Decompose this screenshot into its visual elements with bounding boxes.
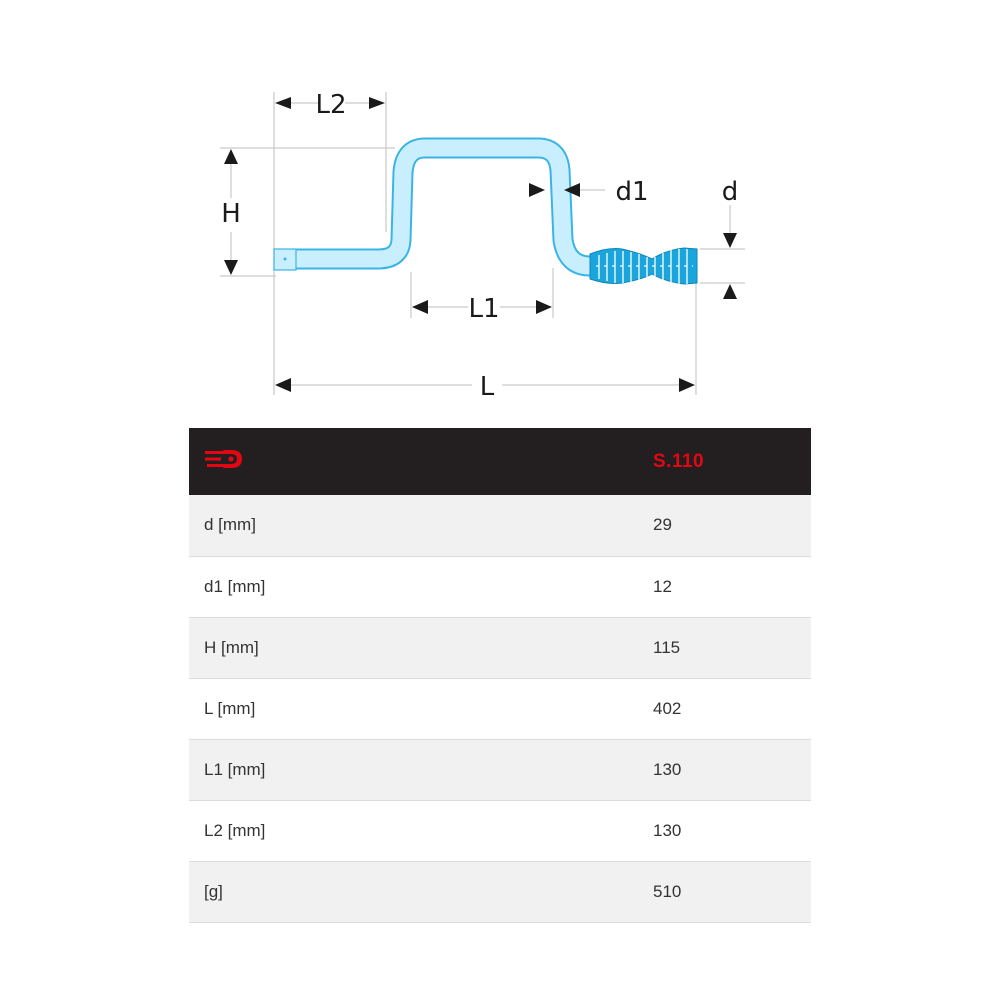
dim-label-d1: d1 <box>615 177 649 207</box>
table-row <box>189 678 811 739</box>
dim-label-l1: L1 <box>468 294 500 324</box>
brand-logo-cell <box>189 428 653 495</box>
table-row <box>189 739 811 800</box>
model-number: S.110 <box>653 450 705 472</box>
extension-lines <box>220 92 745 395</box>
table-header <box>189 428 811 495</box>
drive-dot <box>284 258 287 261</box>
row-value: 29 <box>653 515 672 535</box>
row-label: L [mm] <box>204 698 256 718</box>
cranked-shaft <box>275 148 590 266</box>
row-value: 12 <box>653 576 672 596</box>
specification-table <box>189 428 811 923</box>
tool-dimension-diagram <box>0 0 1000 430</box>
row-label: d1 [mm] <box>204 576 266 596</box>
row-value: 402 <box>653 698 682 718</box>
table-row <box>189 800 811 861</box>
row-label: L2 [mm] <box>204 820 266 840</box>
cranked-shaft-inner <box>275 148 590 266</box>
row-value: 510 <box>653 881 682 901</box>
row-value: 130 <box>653 820 682 840</box>
row-label: H [mm] <box>204 637 259 657</box>
table-row <box>189 861 811 922</box>
dim-label-l2: L2 <box>315 90 347 120</box>
row-value: 130 <box>653 759 682 779</box>
dim-label-d: d <box>721 177 739 207</box>
row-value: 115 <box>653 637 681 657</box>
row-label: L1 [mm] <box>204 759 266 779</box>
dim-label-h: H <box>221 199 241 229</box>
table-row <box>189 495 811 556</box>
row-label: [g] <box>204 881 223 901</box>
table-row <box>189 556 811 617</box>
table-row <box>189 617 811 678</box>
dim-label-l: L <box>479 372 495 402</box>
facom-logo-icon <box>205 448 245 470</box>
row-label: d [mm] <box>204 515 256 535</box>
